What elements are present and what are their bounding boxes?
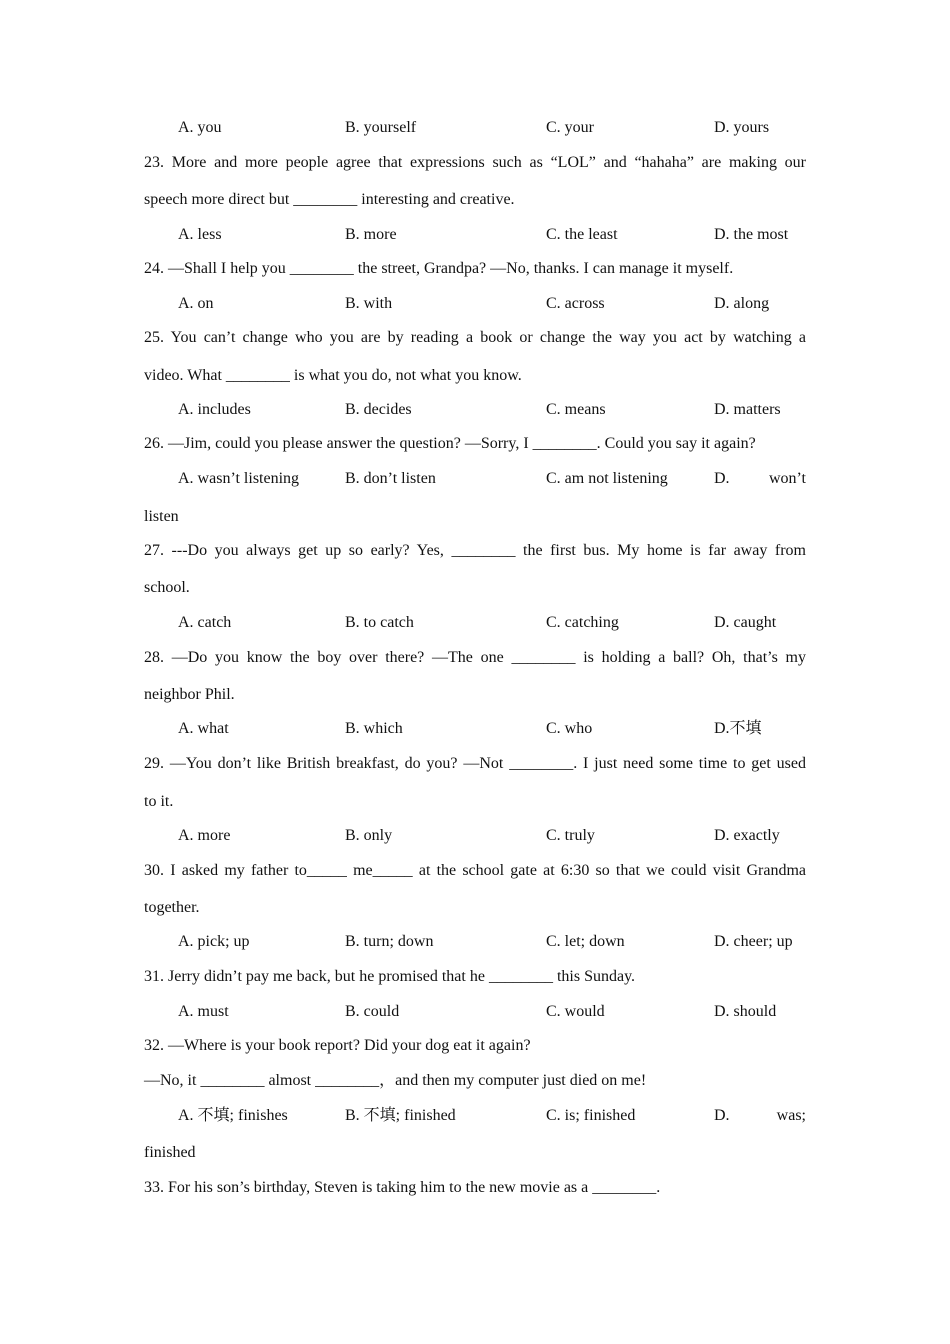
option-d: D. along — [714, 295, 770, 312]
question-text: 23. More and more people agree that expressions such as “LOL” and “hahaha” are making our — [144, 154, 806, 171]
option-c: C. am not listening — [546, 470, 668, 487]
option-c: C. catching — [546, 614, 619, 631]
question-text: 32. —Where is your book report? Did your dog eat it again? — [144, 1037, 531, 1054]
question-text: 27. ---Do you always get up so early? Yes, ________ the first bus. My home is far away from — [144, 542, 806, 559]
option-a: A. on — [178, 295, 214, 312]
option-a: A. wasn’t listening — [178, 470, 300, 487]
option-c: C. who — [546, 720, 593, 737]
option-a: A. 不填; finishes — [178, 1107, 288, 1124]
question-text: to it. — [144, 793, 174, 810]
question-text: finished — [144, 1144, 196, 1161]
option-d: D. was; — [714, 1107, 806, 1124]
option-c: C. the least — [546, 226, 618, 243]
option-d: D. the most — [714, 226, 789, 243]
option-b: B. only — [345, 827, 393, 844]
option-c: C. is; finished — [546, 1107, 636, 1124]
options-row — [178, 932, 806, 952]
options-row — [178, 469, 806, 489]
question-text: neighbor Phil. — [144, 686, 235, 703]
option-b: B. 不填; finished — [345, 1107, 456, 1124]
option-d: D.不填 — [714, 720, 762, 737]
option-d: D. caught — [714, 614, 777, 631]
option-b: B. could — [345, 1003, 400, 1020]
option-b: B. don’t listen — [345, 470, 436, 487]
question-text: 30. I asked my father to_____ me_____ at the school gate at 6:30 so that we could visit Grandma — [144, 862, 806, 879]
options-row — [178, 118, 806, 138]
options-row — [178, 294, 806, 314]
question-text: listen — [144, 508, 179, 525]
question-text: 33. For his son’s birthday, Steven is taking him to the new movie as a ________. — [144, 1179, 661, 1196]
option-a: A. must — [178, 1003, 229, 1020]
option-c: C. your — [546, 119, 594, 136]
option-d: D. yours — [714, 119, 770, 136]
option-a: A. catch — [178, 614, 232, 631]
option-c: C. would — [546, 1003, 605, 1020]
options-row — [178, 1106, 806, 1126]
option-b: B. which — [345, 720, 403, 737]
options-row — [178, 400, 806, 420]
question-text: —No, it ________ almost ________，and then my computer just died on me! — [144, 1072, 647, 1089]
option-a: A. what — [178, 720, 229, 737]
question-text: 25. You can’t change who you are by reading a book or change the way you act by watching a — [144, 329, 806, 346]
question-text: video. What ________ is what you do, not what you know. — [144, 367, 522, 384]
option-d: D. matters — [714, 401, 781, 418]
option-d: D. should — [714, 1003, 777, 1020]
option-d: D. cheer; up — [714, 933, 793, 950]
option-c: C. let; down — [546, 933, 625, 950]
options-row — [178, 826, 806, 846]
question-text: 28. —Do you know the boy over there? —The one ________ is holding a ball? Oh, that’s my — [144, 649, 806, 666]
option-b: B. more — [345, 226, 397, 243]
option-d: D. won’t — [714, 470, 806, 487]
options-row — [178, 613, 806, 633]
option-d: D. exactly — [714, 827, 780, 844]
option-a: A. pick; up — [178, 933, 250, 950]
options-row — [178, 719, 806, 739]
option-c: C. means — [546, 401, 606, 418]
option-c: C. across — [546, 295, 605, 312]
option-b: B. turn; down — [345, 933, 434, 950]
question-text: 29. —You don’t like British breakfast, do you? —Not ________. I just need some time to get used — [144, 755, 806, 772]
option-c: C. truly — [546, 827, 595, 844]
option-b: B. with — [345, 295, 393, 312]
option-a: A. includes — [178, 401, 251, 418]
option-b: B. yourself — [345, 119, 417, 136]
question-text: 26. —Jim, could you please answer the question? —Sorry, I ________. Could you say it again? — [144, 435, 756, 452]
options-row — [178, 225, 806, 245]
option-a: A. more — [178, 827, 231, 844]
option-b: B. decides — [345, 401, 412, 418]
question-text: 31. Jerry didn’t pay me back, but he promised that he ________ this Sunday. — [144, 968, 636, 985]
option-a: A. you — [178, 119, 222, 136]
options-row — [178, 1002, 806, 1022]
option-a: A. less — [178, 226, 222, 243]
question-text: school. — [144, 579, 190, 596]
question-text: speech more direct but ________ interesting and creative. — [144, 191, 515, 208]
question-text: together. — [144, 899, 200, 916]
question-text: 24. —Shall I help you ________ the street, Grandpa? —No, thanks. I can manage it myself. — [144, 260, 734, 277]
option-b: B. to catch — [345, 614, 414, 631]
